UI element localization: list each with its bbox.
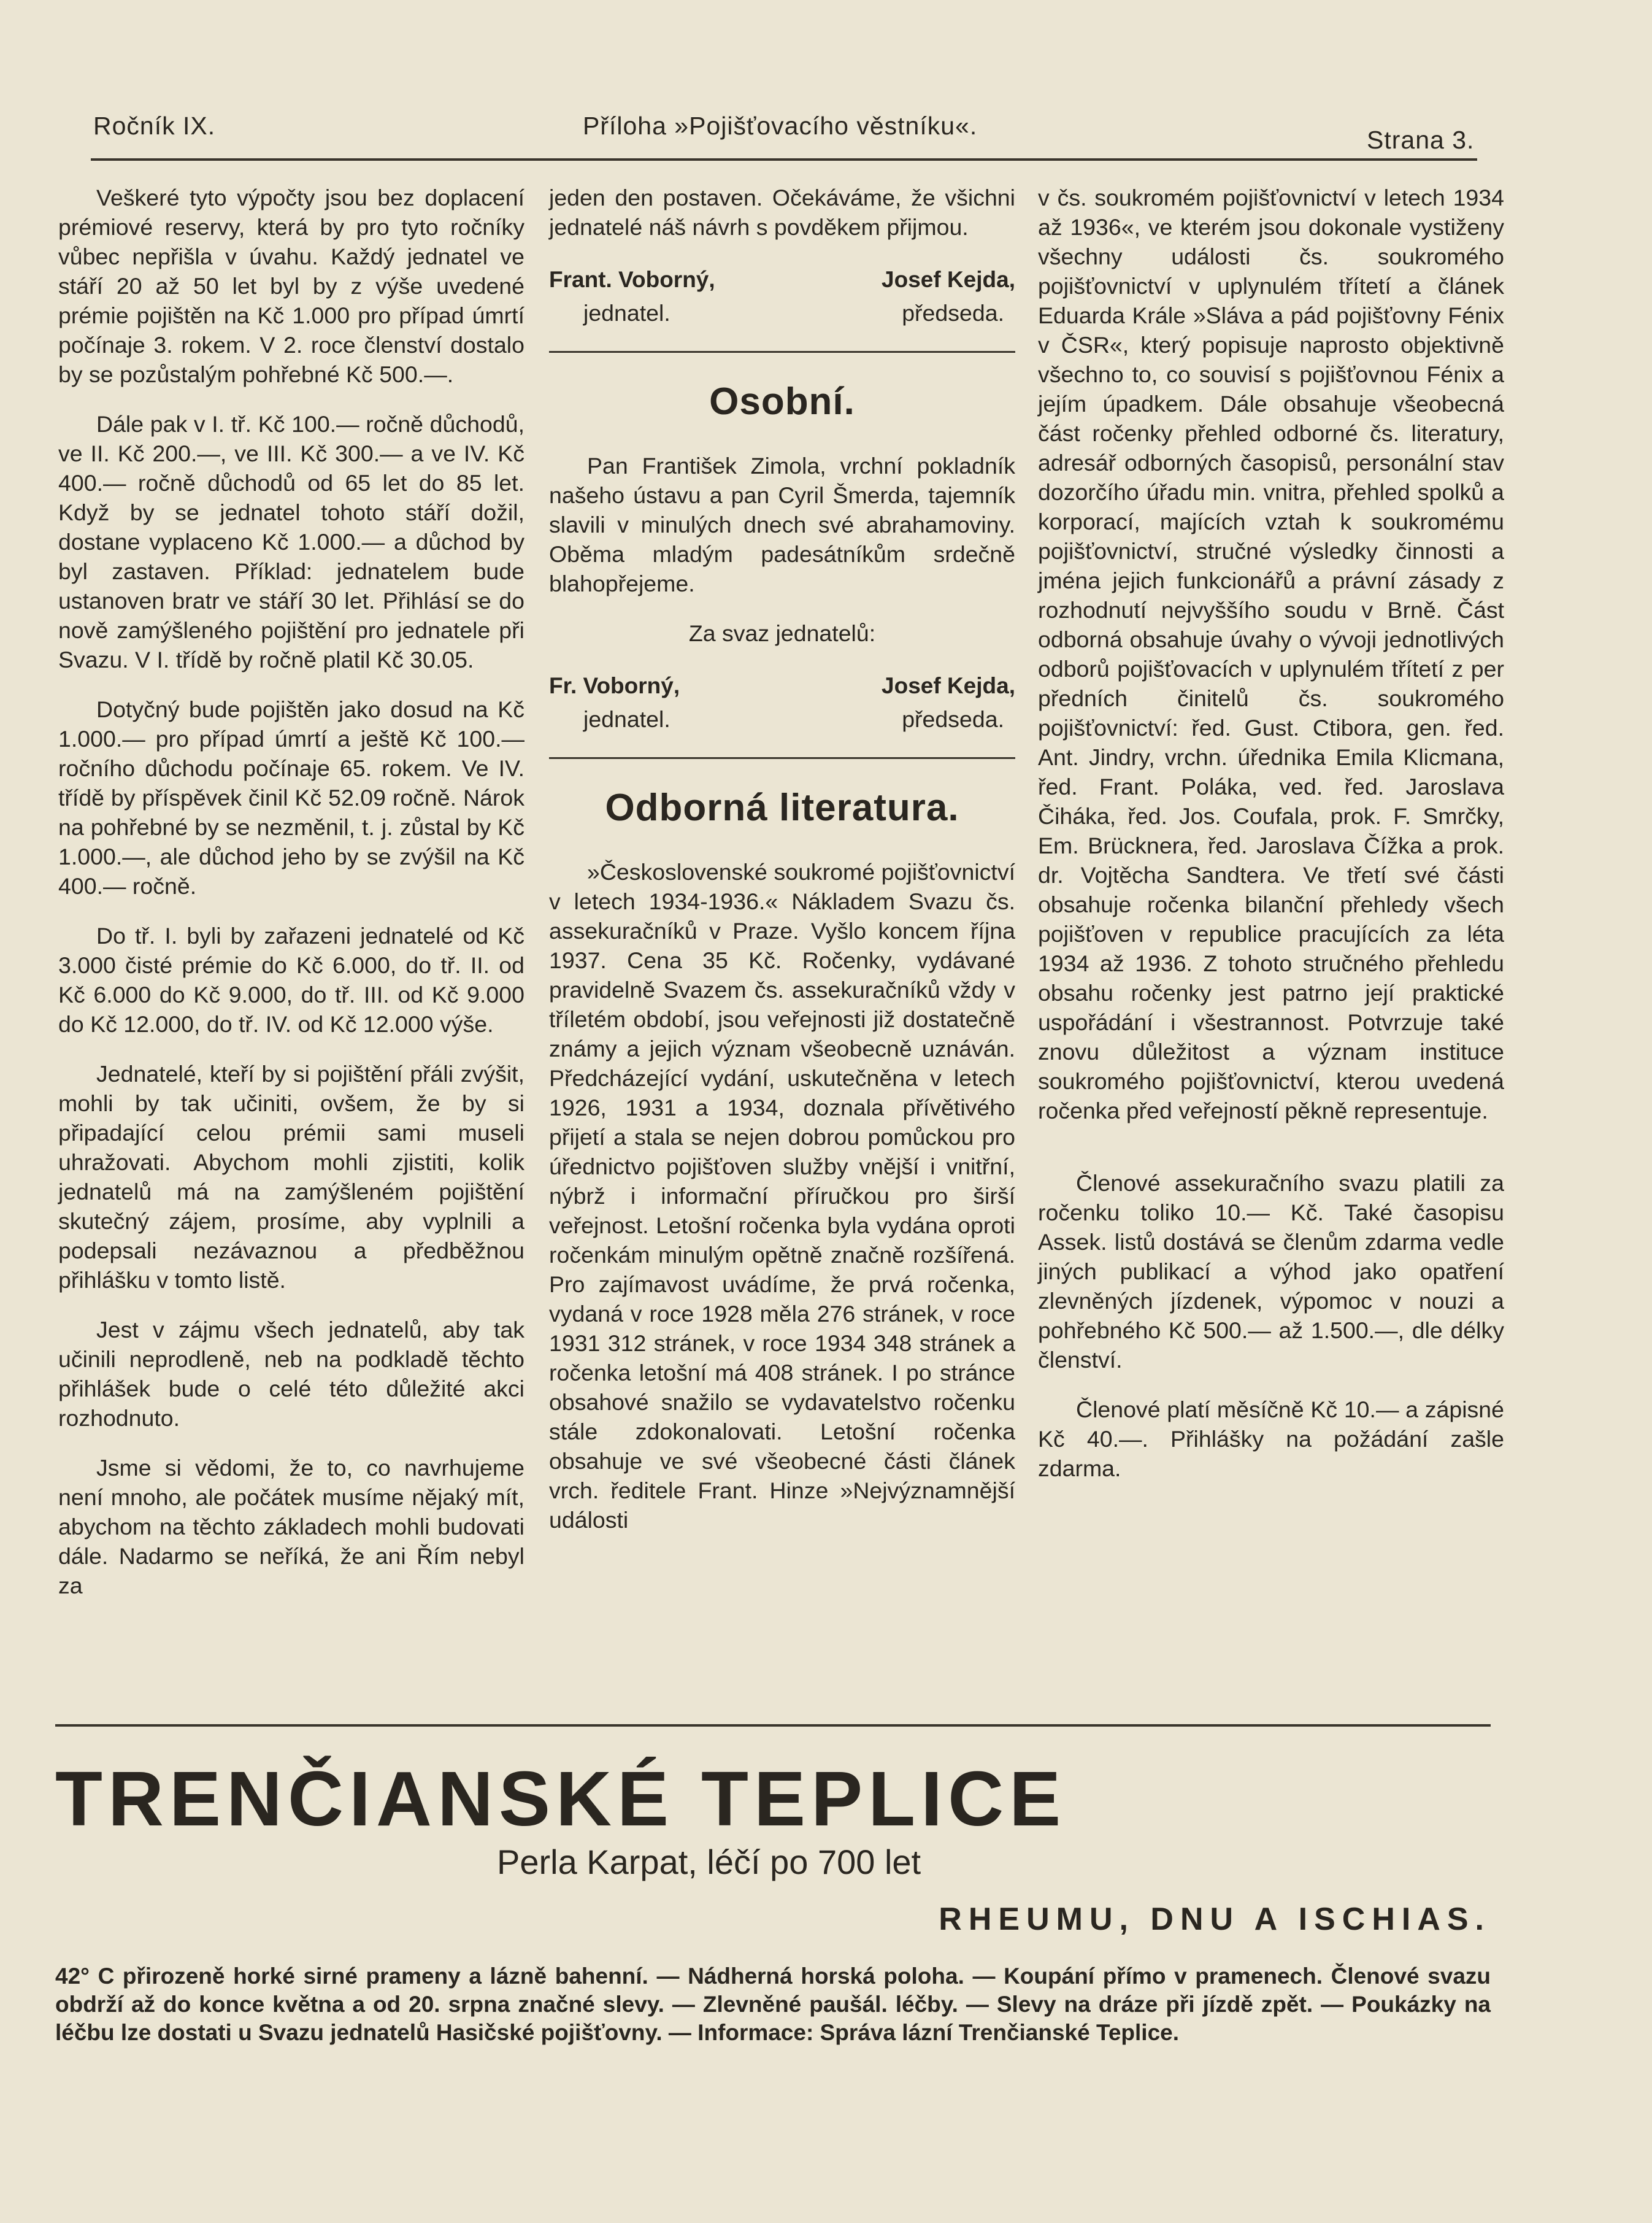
signatory-name: Fr. Voborný, (549, 673, 680, 698)
paragraph: Veškeré tyto výpočty jsou bez doplacení prémiové reservy, která by pro tyto ročníky vůbec nepřišla v úvahu. Každý jednatel ve stáří 20 až 50 let byl by z výše uvedené prémie pojištěn na Kč 1.000 pro případ úmrtí počínaje 3. rokem. V 2. roce členství dostalo by se pozůstalým pohřebné Kč 500.—. (58, 185, 524, 387)
signatory-role: předseda. (902, 706, 1004, 732)
paragraph: Členové platí měsíčně Kč 10.— a zápisné Kč 40.—. Přihlášky na požádání zašle zdarma. (1038, 1397, 1504, 1481)
signature-block (549, 671, 1015, 701)
signatory-role: předseda. (902, 300, 1004, 326)
paragraph: Do tř. I. byli by zařazeni jednatelé od Kč 3.000 čisté prémie do Kč 6.000, do tř. II. od Kč 6.000 do Kč 9.000, do tř. III. od Kč 9.000 do Kč 12.000, do tř. IV. od Kč 12.000 výše. (58, 923, 524, 1037)
header-rule (91, 158, 1477, 161)
paragraph: Dotyčný bude pojištěn jako dosud na Kč 1.000.— pro případ úmrtí a ještě Kč 100.— ročního důchodu počínaje 65. rokem. Ve IV. třídě by příspěvek činil Kč 52.09 ročně. Nárok na pohřebné by se nezměnil, t. j. zůstal by Kč 1.000.—, ale důchod jeho by se zvýšil na Kč 400.— ročně. (58, 696, 524, 899)
section-divider (549, 351, 1015, 353)
signature-heading: Za svaz jednatelů: (688, 620, 876, 646)
volume-label: Ročník IX. (93, 112, 216, 140)
advertisement-subtitle: Perla Karpat, léčí po 700 let (497, 1843, 921, 1881)
signatory-role: jednatel. (583, 706, 670, 732)
column-3 (1038, 183, 1504, 1483)
section-title: Osobní. (709, 380, 855, 423)
paragraph: Dále pak v I. tř. Kč 100.— ročně důchodů, ve II. Kč 200.—, ve III. Kč 300.— a ve IV. Kč 400.— ročně důchodů od 65 let do 85 let. Když by se jednatel tohoto stáří dožil, dostane vyplaceno Kč 1.000.— a důchod by byl zastaven. Příklad: jednatelem bude ustanoven bratr ve stáří 30 let. Přihlásí se do nově zamýšleného pojištění pro jednatele při Svazu. V I. třídě by ročně platil Kč 30.05. (58, 411, 524, 672)
signatory-name: Josef Kejda, (882, 267, 1015, 292)
paragraph: »Československé soukromé pojišťovnictví v letech 1934-1936.« Nákladem Svazu čs. assekuračníků v Praze. Vyšlo koncem října 1937. Cena 35 Kč. Ročenky, vydávané pravidelně Svazem čs. assekuračníků vždy v tříletém období, jsou veřejnosti již dostatečně známy a jejich význam všeobecně uznáván. Předcházející vydání, uskutečněna v letech 1926, 1931 a 1934, doznala přívětivého přijetí a stala se nejen dobrou pomůckou pro úřednictvo pojišťoven služby vnější i vnitřní, nýbrž i informační příručkou pro širší veřejnost. Letošní ročenka byla vydána oproti ročenkám minulým opětně značně rozšířená. Pro zajímavost uvádíme, že prvá ročenka, vydaná v roce 1928 měla 276 stránek, v roce 1931 312 stránek, v roce 1934 348 stránek a ročenka letošní má 408 stránek. I po stránce obsahové snažilo se vydavatelstvo ročenku stále zdokonalovati. Letošní ročenka obsahuje ve své všeobecné části článek vrch. ředitele Frant. Hinze »Nejvýznamnější události (549, 859, 1015, 1533)
signatory-role: jednatel. (583, 300, 670, 326)
publication-title: Příloha »Pojišťovacího věstníku«. (583, 112, 978, 140)
page-number: Strana 3. (1367, 126, 1475, 154)
paragraph: Jsme si vědomi, že to, co navrhujeme není mnoho, ale počátek musíme nějaký mít, abychom na těchto základech mohli budovati dále. Nadarmo se neříká, že ani Řím nebyl za (58, 1455, 524, 1598)
advertisement-body: 42° C přirozeně horké sirné prameny a lázně bahenní. — Nádherná horská poloha. — Koupání přímo v pramenech. Členové svazu obdrží až do konce května a od 20. srpna značné slevy. — Zlevněné paušál. léčby. — Slevy na dráze při jízdě zpět. — Poukázky na léčbu lze dostati u Svazu jednatelů Hasičské pojišťovny. — Informace: Správa lázní Trenčianské Teplice. (55, 1963, 1491, 2045)
paragraph: Jest v zájmu všech jednatelů, aby tak učinili neprodleně, neb na podkladě těchto přihlášek bude o celé této důležité akci rozhodnuto. (58, 1317, 524, 1431)
column-1 (58, 183, 524, 1600)
signatory-name: Frant. Voborný, (549, 267, 715, 292)
advertisement-tagline: RHEUMU, DNU A ISCHIAS. (939, 1901, 1491, 1937)
section-title: Odborná literatura. (605, 787, 959, 829)
paragraph: jeden den postaven. Očekáváme, že všichni jednatelé náš návrh s povděkem přijmou. (549, 185, 1015, 240)
paragraph: Jednatelé, kteří by si pojištění přáli zvýšit, mohli by tak učiniti, ovšem, že by si připadající celou prémii sami museli uhražovati. Abychom mohli zjistiti, kolik jednatelů má na zamýšleném pojištění skutečný zájem, prosíme, aby vyplnili a podepsali nezávaznou a předběžnou přihlášku v tomto listě. (58, 1061, 524, 1293)
paragraph: Členové assekuračního svazu platili za ročenku toliko 10.— Kč. Také časopisu Assek. listů dostává se členům zdarma vedle jiných publikací a výhod jako opatření zlevněných jízdenek, výpomoc v nouzi a pohřebného Kč 500.— až 1.500.—, dle délky členství. (1038, 1170, 1504, 1373)
signature-roles (549, 298, 1015, 328)
signatory-name: Josef Kejda, (882, 673, 1015, 698)
paragraph: v čs. soukromém pojišťovnictví v letech 1934 až 1936«, ve kterém jsou dokonale vystiženy všechny události čs. soukromého pojišťovnictví v uplynulém třítetí a článek Eduarda Krále »Sláva a pád pojišťovny Fénix v ČSR«, který popisuje naprosto objektivně všechno to, co souvisí s pojišťovnou Fénix a jejím úpadkem. Dále obsahuje všeobecná část ročenky přehled odborné čs. literatury, adresář odborných časopisů, personální stav dozorčího úřadu min. vnitra, přehled spolků a korporací, majících vztah k soukromému pojišťovnictví, stručné výsledky činnosti a jména jejich funkcionářů a právní zásady z rozhodnutí nejvyššího soudu v Brně. Část odborná obsahuje úvahy o vývoji jednotlivých odborů pojišťovacích v uplynulém třítetí z per předních činitelů čs. soukromého pojišťovnictví: řed. Gust. Ctibora, gen. řed. Ant. Jindry, vrchn. úřednika Emila Klicmana, řed. Frant. Poláka, ved. řed. Jaroslava Čiháka, řed. Jos. Coufala, prok. F. Smrčky, Em. Brücknera, řed. Jaroslava Čížka a prok. dr. Vojtěcha Sandtera. Ve třetí své části obsahuje ročenka bilanční přehledy všech pojišťoven v republice pracujících za léta 1934 až 1936. Z tohoto stručného přehledu obsahu ročenky jest patrno její praktické uspořádání i všestrannost. Potvrzuje také znovu důležitost a význam instituce soukromého pojišťovnictví, kterou uvedená ročenka před veřejností pěkně representuje. (1038, 185, 1504, 1123)
column-2 (549, 183, 1015, 1535)
signature-roles (549, 704, 1015, 734)
section-divider (549, 757, 1015, 759)
advertisement-rule (55, 1724, 1491, 1727)
signature-block (549, 265, 1015, 295)
advertisement-title: TRENČIANSKÉ TEPLICE (55, 1755, 1067, 1842)
paragraph: Pan František Zimola, vrchní pokladník našeho ústavu a pan Cyril Šmerda, tajemník slavili v minulých dnech své abrahamoviny. Oběma mladým padesátníkům srdečně blahopřejeme. (549, 453, 1015, 596)
